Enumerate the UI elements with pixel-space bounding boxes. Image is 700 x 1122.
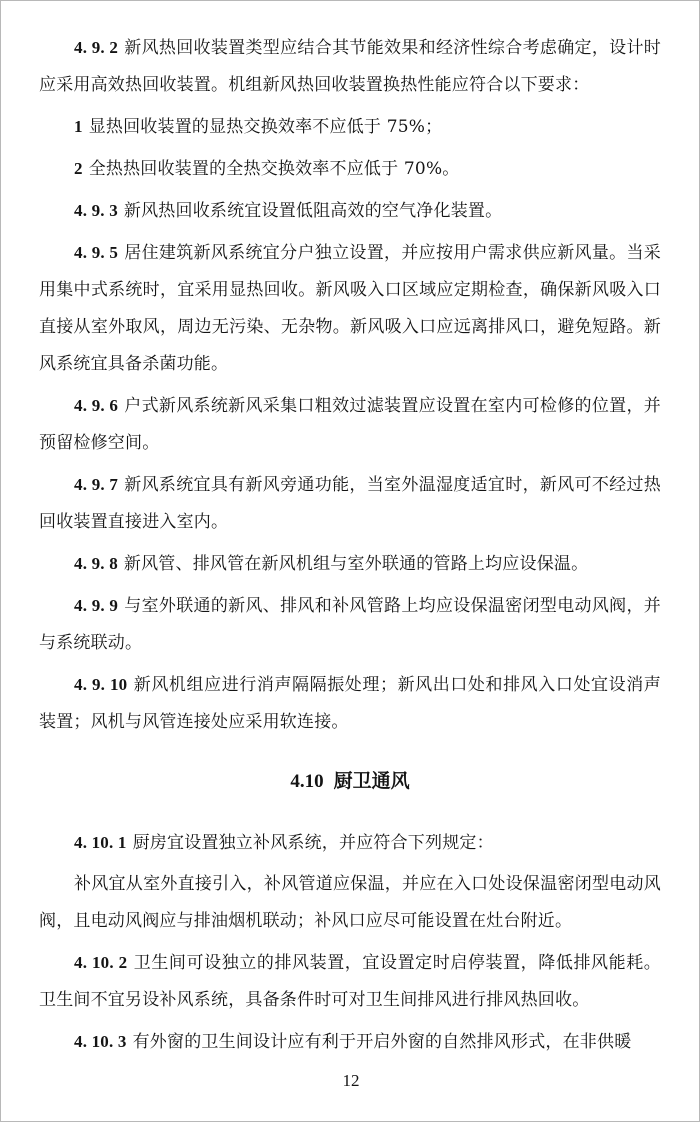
clause-number: 4. 9. 5 <box>74 243 119 262</box>
clause-number: 4. 9. 2 <box>74 38 119 57</box>
item-text: 显热回收装置的显热交换效率不应低于 75%； <box>88 117 443 137</box>
clause-text: 居住建筑新风系统宜分户独立设置，并应按用户需求供应新风量。当采用集中式系统时，宜采用显热回收。新风吸入口区域应定期检查，确保新风吸入口直接从室外取风，周边无污染、无杂物。新风吸入口应远离排风口，避免短路。新风系统宜具备杀菌功能。 <box>39 243 661 374</box>
clause-4-9-9 <box>39 587 661 662</box>
page-content <box>39 29 661 1061</box>
clause-4-10-3 <box>39 1023 661 1061</box>
clause-text: 新风系统宜具有新风旁通功能，当室外温湿度适宜时，新风可不经过热回收装置直接进入室内。 <box>39 475 661 532</box>
clause-number: 4. 10. 2 <box>74 953 128 972</box>
clause-4-9-8 <box>39 545 661 583</box>
clause-text: 卫生间可设独立的排风装置，宜设置定时启停装置，降低排风能耗。卫生间不宜另设补风系统，具备条件时可对卫生间排风进行排风热回收。 <box>39 953 661 1010</box>
clause-number: 4. 9. 8 <box>74 554 118 573</box>
clause-text: 有外窗的卫生间设计应有利于开启外窗的自然排风形式，在非供暖 <box>132 1032 632 1052</box>
requirement-item-1 <box>39 108 661 146</box>
section-heading <box>39 761 661 802</box>
page-number: 12 <box>342 1071 360 1090</box>
clause-number: 4. 9. 10 <box>74 675 128 694</box>
clause-text: 厨房宜设置独立补风系统，并应符合下列规定： <box>132 833 494 853</box>
clause-text: 与室外联通的新风、排风和补风管路上均应设保温密闭型电动风阀，并与系统联动。 <box>39 596 661 653</box>
clause-number: 4. 9. 9 <box>74 596 119 615</box>
clause-4-9-10 <box>39 666 661 741</box>
item-text: 全热热回收装置的全热交换效率不应低于 70%。 <box>88 159 460 179</box>
clause-4-10-2 <box>39 944 661 1019</box>
clause-number: 4. 9. 6 <box>74 396 119 415</box>
section-number: 4.10 <box>290 771 324 792</box>
clause-4-9-7 <box>39 466 661 541</box>
clause-text: 新风机组应进行消声隔隔振处理；新风出口处和排风入口处宜设消声装置；风机与风管连接处应采用软连接。 <box>39 675 661 732</box>
clause-text: 户式新风系统新风采集口粗效过滤装置应设置在室内可检修的位置，并预留检修空间。 <box>39 396 661 453</box>
clause-4-10-1-detail <box>39 866 661 940</box>
clause-4-9-5 <box>39 234 661 383</box>
clause-text: 补风宜从室外直接引入，补风管道应保温，并应在入口处设保温密闭型电动风阀，且电动风阀应与排油烟机联动；补风口应尽可能设置在灶台附近。 <box>39 874 661 931</box>
clause-text: 新风管、排风管在新风机组与室外联通的管路上均应设保温。 <box>123 554 589 574</box>
clause-number: 4. 9. 7 <box>74 475 119 494</box>
clause-number: 4. 10. 3 <box>74 1032 127 1051</box>
item-number: 2 <box>74 159 83 178</box>
clause-4-9-3 <box>39 192 661 230</box>
clause-text: 新风热回收装置类型应结合其节能效果和经济性综合考虑确定，设计时应采用高效热回收装置。机组新风热回收装置换热性能应符合以下要求： <box>39 38 661 95</box>
clause-text: 新风热回收系统宜设置低阻高效的空气净化装置。 <box>123 201 503 221</box>
clause-number: 4. 9. 3 <box>74 201 118 220</box>
clause-number: 4. 10. 1 <box>74 833 127 852</box>
clause-4-9-6 <box>39 387 661 462</box>
clause-4-10-1 <box>39 824 661 862</box>
section-title: 厨卫通风 <box>333 770 410 792</box>
clause-4-9-2 <box>39 29 661 104</box>
item-number: 1 <box>74 117 83 136</box>
requirement-item-2 <box>39 150 661 188</box>
